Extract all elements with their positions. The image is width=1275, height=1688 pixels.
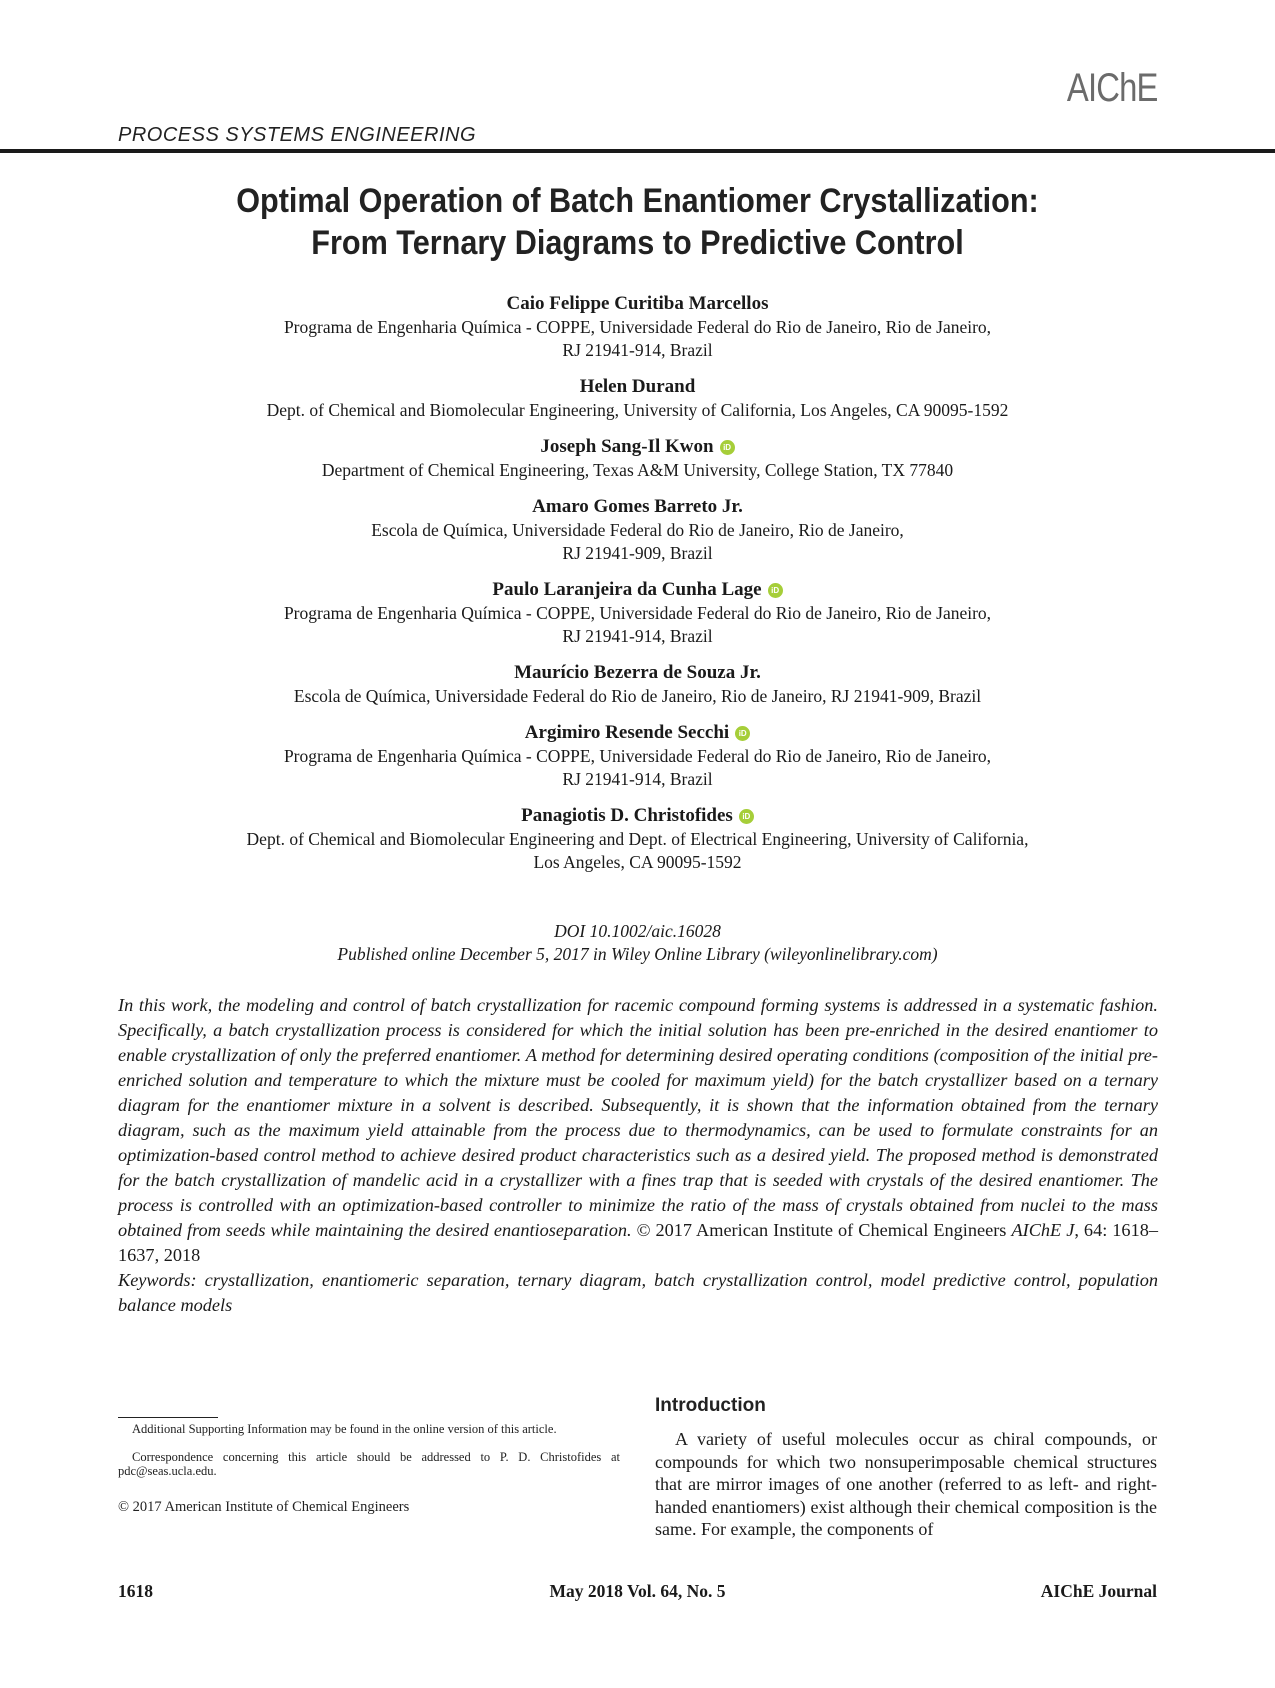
author-block bbox=[0, 578, 1275, 648]
keywords: Keywords: crystallization, enantiomeric separation, ternary diagram, batch crystallization control, model predictive control, population balance models bbox=[118, 1270, 1158, 1315]
orcid-icon[interactable]: iD bbox=[720, 440, 735, 455]
author-affiliation: Dept. of Chemical and Biomolecular Engineering and Dept. of Electrical Engineering, University of California, bbox=[246, 829, 1029, 849]
author-affiliation: RJ 21941-914, Brazil bbox=[562, 340, 713, 360]
author-affiliation: Escola de Química, Universidade Federal do Rio de Janeiro, Rio de Janeiro, RJ 21941-909, Brazil bbox=[293, 686, 982, 706]
author-affiliation: Dept. of Chemical and Biomolecular Engineering, University of California, Los Angeles, CA 90095-1592 bbox=[266, 400, 1009, 420]
abstract-body: In this work, the modeling and control of batch crystallization for racemic compound forming systems is addressed in a systematic fashion. Specifically, a batch crystallization process is considered for which the initial solution has been pre-enriched in the desired enantiomer to enable crystallization of only the preferred enantiomer. A method for determining desired operating conditions (composition of the initial pre-enriched solution and temperature to which the mixture must be cooled for maximum yield) for the batch crystallizer based on a ternary diagram for the enantiomer mixture in a solvent is described. Subsequently, it is shown that the information obtained from the ternary diagram, such as the maximum yield attainable from the process due to thermodynamics, can be used to formulate constraints for an optimization-based control method to achieve desired product characteristics such as a desired yield. The proposed method is demonstrated for the batch crystallization of mandelic acid in a crystallizer with a fines trap that is seeded with crystals of the desired enantiomer. The process is controlled with an optimization-based controller to minimize the ratio of the mass of crystals obtained from nuclei to the mass obtained from seeds while maintaining the desired enantioseparation. bbox=[118, 995, 1158, 1240]
author-block bbox=[0, 435, 1275, 482]
author-affiliation: Department of Chemical Engineering, Texas A&M University, College Station, TX 77840 bbox=[321, 460, 954, 480]
author-affiliation: Programa de Engenharia Química - COPPE, Universidade Federal do Rio de Janeiro, Rio de Janeiro, bbox=[283, 603, 992, 623]
author-name bbox=[0, 375, 1275, 399]
title-line-2: From Ternary Diagrams to Predictive Control bbox=[311, 224, 964, 262]
author-name-text: Helen Durand bbox=[579, 376, 696, 397]
orcid-icon[interactable]: iD bbox=[739, 809, 754, 824]
author-name bbox=[0, 721, 1275, 745]
author-affiliation: RJ 21941-914, Brazil bbox=[562, 626, 713, 646]
author-affiliation: Programa de Engenharia Química - COPPE, Universidade Federal do Rio de Janeiro, Rio de Janeiro, bbox=[283, 746, 992, 766]
author-block bbox=[0, 721, 1275, 791]
author-name-text: Caio Felippe Curitiba Marcellos bbox=[506, 293, 769, 314]
footnotes bbox=[118, 1422, 620, 1528]
citation: , 64: 1618–1637, 2018 bbox=[118, 1220, 1158, 1265]
author-name bbox=[0, 578, 1275, 602]
publication-info bbox=[0, 920, 1275, 966]
author-affiliation: Los Angeles, CA 90095-1592 bbox=[533, 852, 742, 872]
footnote-correspondence: Correspondence concerning this article should be addressed to P. D. Christofides at pdc@seas.ucla.edu. bbox=[118, 1450, 620, 1478]
journal-abbrev: AIChE J bbox=[1011, 1220, 1075, 1240]
author-name bbox=[0, 804, 1275, 828]
orcid-icon[interactable]: iD bbox=[735, 726, 750, 741]
author-name-text: Joseph Sang-Il Kwon bbox=[540, 436, 714, 457]
author-name-text: Maurício Bezerra de Souza Jr. bbox=[514, 662, 761, 683]
author-name-text: Panagiotis D. Christofides bbox=[521, 805, 733, 826]
introduction-heading: Introduction bbox=[655, 1395, 766, 1416]
author-affiliation: Programa de Engenharia Química - COPPE, Universidade Federal do Rio de Janeiro, Rio de Janeiro, bbox=[283, 317, 992, 337]
author-affiliation: RJ 21941-914, Brazil bbox=[562, 769, 713, 789]
orcid-icon[interactable]: iD bbox=[768, 583, 783, 598]
issue-info: May 2018 Vol. 64, No. 5 bbox=[549, 1581, 726, 1601]
author-name-text: Amaro Gomes Barreto Jr. bbox=[532, 496, 743, 517]
paper-title bbox=[64, 180, 1212, 264]
section-label: PROCESS SYSTEMS ENGINEERING bbox=[118, 124, 477, 146]
author-name-text: Argimiro Resende Secchi bbox=[524, 722, 730, 743]
author-name bbox=[0, 661, 1275, 685]
footnote-copyright: © 2017 American Institute of Chemical Engineers bbox=[118, 1499, 410, 1515]
author-block bbox=[0, 292, 1275, 362]
author-block bbox=[0, 804, 1275, 874]
journal-name: AIChE Journal bbox=[1040, 1581, 1157, 1601]
author-name bbox=[0, 435, 1275, 459]
author-list bbox=[0, 292, 1275, 887]
abstract bbox=[118, 993, 1158, 1318]
introduction-text: A variety of useful molecules occur as chiral compounds, or compounds for which two nonsuperimposable chemical structures that are mirror images of one another (referred to as left- and right-handed enantiomers) exist although their chemical composition is the same. For example, the components of bbox=[655, 1429, 1157, 1539]
doi[interactable]: DOI 10.1002/aic.16028 bbox=[554, 921, 721, 941]
author-block bbox=[0, 661, 1275, 708]
published-online: Published online December 5, 2017 in Wiley Online Library (wileyonlinelibrary.com) bbox=[337, 944, 938, 964]
author-affiliation: RJ 21941-909, Brazil bbox=[562, 543, 713, 563]
journal-logo: AIChE bbox=[1067, 66, 1158, 110]
author-affiliation: Escola de Química, Universidade Federal do Rio de Janeiro, Rio de Janeiro, bbox=[371, 520, 904, 540]
author-name-text: Paulo Laranjeira da Cunha Lage bbox=[492, 579, 762, 600]
author-block bbox=[0, 375, 1275, 422]
footnote-rule bbox=[118, 1417, 218, 1418]
page-number: 1618 bbox=[118, 1581, 153, 1601]
title-line-1: Optimal Operation of Batch Enantiomer Crystallization: bbox=[236, 182, 1039, 220]
author-block bbox=[0, 495, 1275, 565]
abstract-copyright: © 2017 American Institute of Chemical Engineers bbox=[636, 1220, 1007, 1240]
footnote-supporting: Additional Supporting Information may be found in the online version of this article. bbox=[132, 1422, 557, 1436]
header-rule bbox=[0, 149, 1275, 153]
author-name bbox=[0, 292, 1275, 316]
author-name bbox=[0, 495, 1275, 519]
